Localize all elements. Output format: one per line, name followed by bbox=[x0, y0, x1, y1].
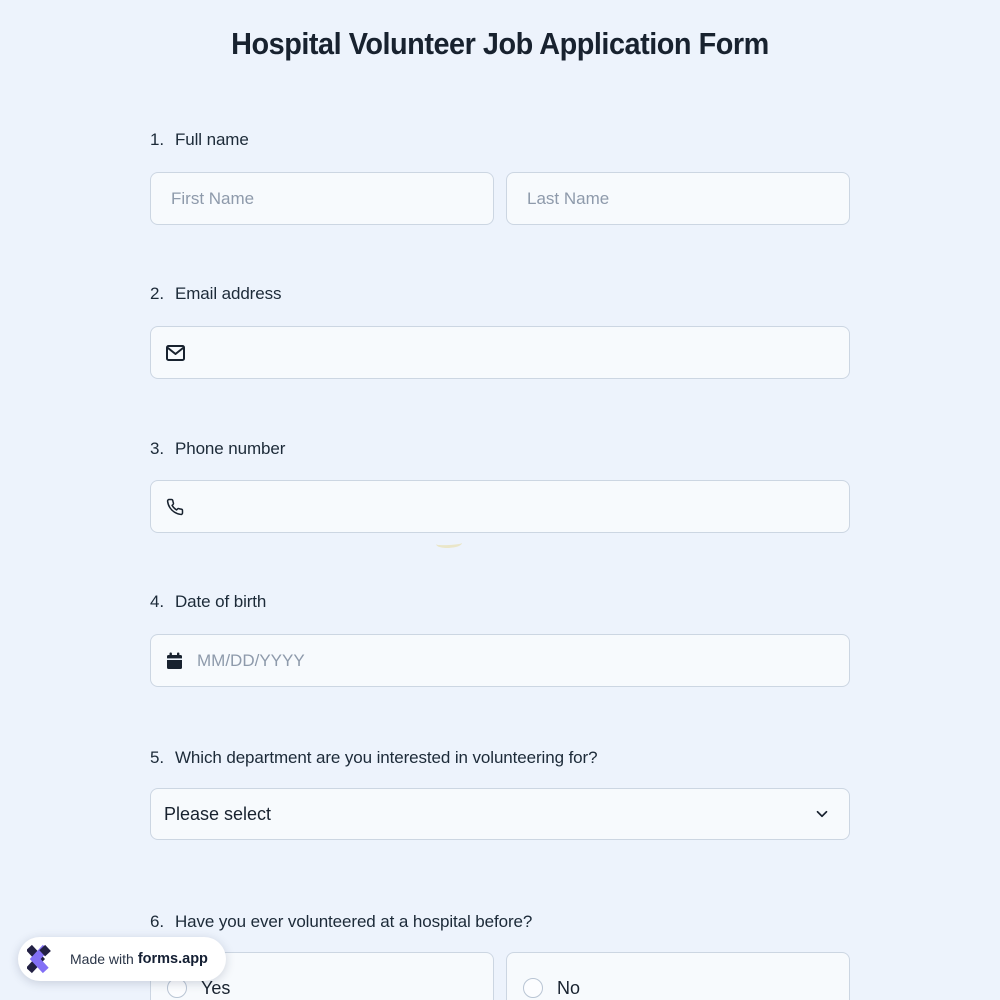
option-no-label: No bbox=[557, 977, 581, 998]
dob-input[interactable] bbox=[183, 635, 849, 686]
question-label-full-name bbox=[150, 129, 850, 150]
first-name-input[interactable] bbox=[151, 173, 493, 224]
question-label-department bbox=[150, 747, 850, 768]
email-input[interactable] bbox=[185, 327, 849, 378]
first-name-field bbox=[150, 172, 494, 225]
question-text: Phone number bbox=[174, 439, 286, 458]
email-field bbox=[150, 326, 850, 379]
badge-brand-text: forms.app bbox=[137, 951, 208, 967]
last-name-field bbox=[506, 172, 850, 225]
last-name-input[interactable] bbox=[507, 173, 849, 224]
question-text: Have you ever volunteered at a hospital before? bbox=[174, 912, 533, 931]
render-artifact bbox=[436, 538, 462, 548]
department-select[interactable] bbox=[150, 788, 850, 840]
question-text: Date of birth bbox=[174, 592, 267, 611]
radio-no[interactable] bbox=[523, 978, 543, 998]
phone-field bbox=[150, 480, 850, 533]
question-text: Email address bbox=[174, 284, 282, 303]
question-number: 1. bbox=[150, 130, 164, 149]
question-text: Full name bbox=[174, 130, 249, 149]
question-number: 6. bbox=[150, 912, 164, 931]
page-title: Hospital Volunteer Job Application Form bbox=[231, 26, 769, 61]
question-label-email bbox=[150, 283, 850, 304]
question-number: 5. bbox=[150, 748, 164, 767]
made-with-forms-app-badge[interactable] bbox=[18, 937, 226, 981]
question-number: 3. bbox=[150, 439, 164, 458]
question-label-phone bbox=[150, 438, 850, 459]
envelope-icon bbox=[166, 345, 185, 361]
chevron-down-icon bbox=[813, 805, 831, 823]
question-number: 4. bbox=[150, 592, 164, 611]
badge-made-with-text: Made with bbox=[70, 951, 134, 967]
question-label-dob bbox=[150, 591, 850, 612]
question-text: Which department are you interested in volunteering for? bbox=[174, 748, 598, 767]
radio-yes[interactable] bbox=[167, 978, 187, 998]
forms-app-logo-icon bbox=[27, 944, 61, 974]
phone-input[interactable] bbox=[184, 481, 849, 532]
phone-icon bbox=[166, 498, 184, 516]
question-label-volunteered-before bbox=[150, 911, 850, 932]
department-select-value: Please select bbox=[164, 803, 272, 824]
option-yes-label: Yes bbox=[201, 977, 231, 998]
question-number: 2. bbox=[150, 284, 164, 303]
dob-field bbox=[150, 634, 850, 687]
option-no[interactable] bbox=[506, 952, 850, 1000]
calendar-icon bbox=[166, 652, 183, 670]
